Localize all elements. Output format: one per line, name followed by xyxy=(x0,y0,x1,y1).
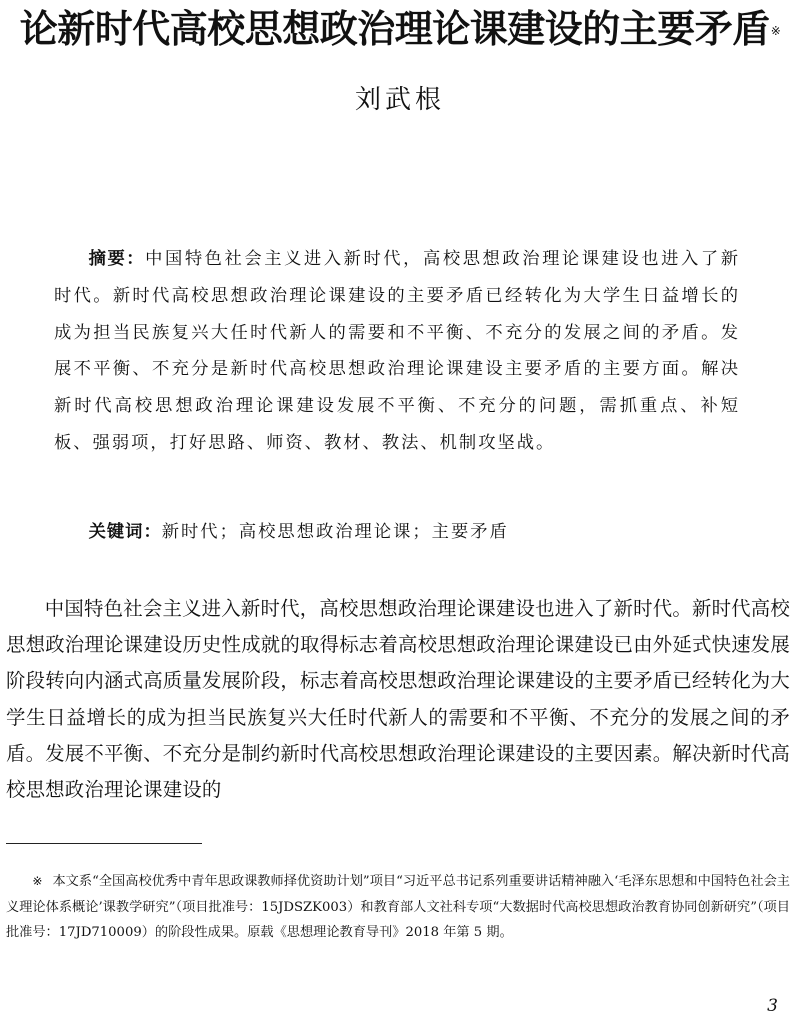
footnote-mark: ※ xyxy=(32,874,43,888)
title-footnote-mark: ※ xyxy=(770,24,781,38)
abstract-text: 中国特色社会主义进入新时代，高校思想政治理论课建设也进入了新时代。新时代高校思想政治理论课建设的主要矛盾已经转化为大学生日益增长的成为担当民族复兴大任时代新人的需要和不平衡、不充分的发展之间的矛盾。发展不平衡、不充分是新时代高校思想政治理论课建设主要矛盾的主要方面。解决新时代高校思想政治理论课建设发展不平衡、不充分的问题，需抓重点、补短板、强弱项，打好思路、师资、教材、教法、机制攻坚战。 xyxy=(54,249,740,453)
page-number: 3 xyxy=(767,996,778,1016)
keywords-text: 新时代；高校思想政治理论课；主要矛盾 xyxy=(161,522,509,542)
article-title-text: 论新时代高校思想政治理论课建设的主要矛盾 xyxy=(19,7,770,51)
body-paragraph: 中国特色社会主义进入新时代，高校思想政治理论课建设也进入了新时代。新时代高校思想政治理论课建设历史性成就的取得标志着高校思想政治理论课建设已由外延式快速发展阶段转向内涵式高质量发展阶段，标志着高校思想政治理论课建设的主要矛盾已经转化为大学生日益增长的成为担当民族复兴大任时代新人的需要和不平衡、不充分的发展之间的矛盾。发展不平衡、不充分是制约新时代高校思想政治理论课建设的主要因素。解决新时代高校思想政治理论课建设的 xyxy=(6,597,790,802)
keywords xyxy=(54,514,740,551)
abstract xyxy=(54,241,740,462)
keywords-label: 关键词： xyxy=(88,522,162,542)
footnote-text: 本文系“全国高校优秀中青年思政课教师择优资助计划”项目“习近平总书记系列重要讲话精神融入‘毛泽东思想和中国特色社会主义理论体系概论’课教学研究”（项目批准号：15JDSZK003）和教育部人文社科专项“大数据时代高校思想政治教育协同创新研究”（项目批准号：17JD710009）的阶段性成果。原载《思想理论教育导刊》2018 年第 5 期。 xyxy=(6,874,790,941)
article-title xyxy=(0,4,800,54)
article-author: 刘武根 xyxy=(354,85,445,115)
footnote xyxy=(6,869,790,946)
footnote-divider xyxy=(6,843,202,844)
abstract-label: 摘要： xyxy=(88,249,146,269)
